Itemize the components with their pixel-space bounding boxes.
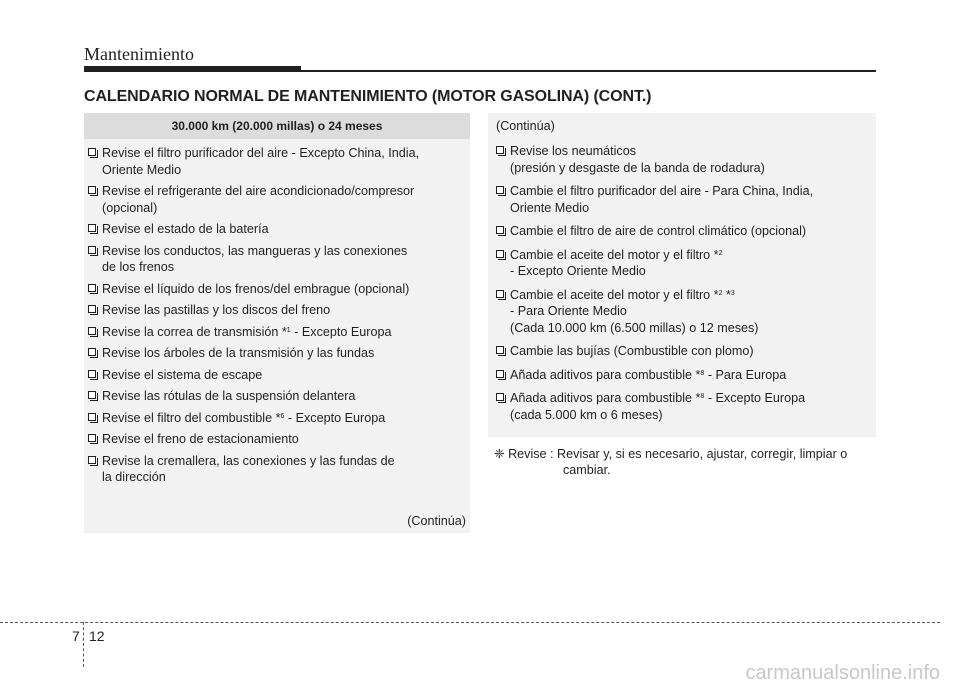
item-text: Cambie el filtro purificador del aire - Para China, India,	[510, 184, 814, 198]
footnote-ref: 8	[700, 369, 705, 377]
checkbox-icon	[496, 146, 504, 154]
checkbox-icon	[88, 246, 96, 254]
checkbox-icon	[88, 434, 96, 442]
header-bar	[84, 66, 301, 72]
checkbox-icon	[88, 391, 96, 399]
checklist-item	[84, 183, 464, 216]
checkbox-icon	[496, 393, 504, 401]
checklist-item	[84, 453, 464, 486]
continued-note: (Continúa)	[407, 514, 466, 528]
checklist-item	[84, 367, 464, 384]
item-text: Revise el filtro del combustible *	[102, 410, 281, 425]
item-text-cont: de los frenos	[102, 260, 175, 274]
item-text-cont: - Para Oriente Medio	[510, 304, 627, 318]
footnote-ref: 1	[286, 326, 291, 334]
checklist-item	[84, 410, 464, 427]
footnote-ref: 2	[718, 289, 723, 297]
item-text: Revise el sistema de escape	[102, 367, 263, 382]
checkbox-icon	[88, 456, 96, 464]
footnote-ref: 8	[700, 393, 705, 400]
checkbox-icon	[496, 370, 504, 378]
item-text: Revise el estado de la batería	[102, 222, 269, 236]
left-panel	[84, 113, 470, 533]
checkbox-icon	[88, 284, 96, 292]
item-text: Cambie el filtro de aire de control climático (opcional)	[510, 224, 807, 238]
checklist-item	[492, 287, 872, 337]
checkbox-icon	[88, 370, 96, 378]
checkbox-icon	[88, 348, 96, 356]
checkbox-icon	[496, 250, 504, 258]
item-text: Revise la correa de transmisión *	[102, 324, 287, 339]
item-text-cont: (opcional)	[102, 200, 158, 215]
checklist-item	[492, 223, 872, 240]
checklist-item	[84, 243, 464, 276]
right-panel	[488, 113, 876, 437]
checklist-item	[84, 281, 464, 298]
checklist-item	[492, 247, 872, 280]
footnote-ref: 2	[718, 249, 723, 257]
checkbox-icon	[88, 186, 96, 194]
checkbox-icon	[496, 346, 504, 354]
item-text: Añada aditivos para combustible *	[510, 391, 701, 405]
checklist-item	[84, 388, 464, 405]
item-text: Revise la cremallera, las conexiones y las fundas de	[102, 453, 395, 468]
checklist-item	[84, 145, 464, 178]
item-text: Cambie el aceite del motor y el filtro *	[510, 287, 719, 302]
checklist-item	[84, 302, 464, 319]
item-text: Revise el líquido de los frenos/del embrague (opcional)	[102, 281, 410, 296]
item-text: Añada aditivos para combustible *	[510, 367, 701, 382]
note-text: Revise : Revisar y, si es necesario, ajustar, corregir, limpiar o	[508, 447, 848, 461]
item-text-tail: - Para Europa	[704, 367, 787, 382]
item-text: Revise los neumáticos	[510, 144, 636, 158]
checklist-item	[492, 143, 872, 176]
checkbox-icon	[496, 290, 504, 298]
checkbox-icon	[88, 148, 96, 156]
footer-rule	[0, 622, 940, 623]
item-text: Revise las pastillas y los discos del freno	[102, 303, 331, 317]
item-text: Cambie las bujías (Combustible con plomo)	[510, 344, 754, 358]
checkbox-icon	[496, 226, 504, 234]
continued-from: (Continúa)	[496, 119, 555, 133]
item-text-cont: - Excepto Oriente Medio	[510, 264, 646, 278]
item-text-cont: la dirección	[102, 470, 166, 484]
footer-divider	[83, 622, 84, 667]
watermark: carmanualsonline.info	[745, 662, 940, 684]
checklist-item	[492, 390, 872, 423]
item-text-cont: Oriente Medio	[102, 162, 182, 177]
checkbox-icon	[496, 186, 504, 194]
checkbox-icon	[88, 224, 96, 232]
left-checklist	[84, 145, 464, 486]
item-text: Revise los árboles de la transmisión y las fundas	[102, 346, 375, 360]
item-text-cont: (cada 5.000 km o 6 meses)	[510, 407, 663, 422]
item-text-tail: *	[722, 287, 731, 302]
item-text: Revise los conductos, las mangueras y las conexiones	[102, 243, 408, 258]
checklist-item	[492, 183, 872, 216]
checkbox-icon	[88, 413, 96, 421]
note-text-cont: cambiar.	[563, 463, 611, 477]
item-text-cont: (presión y desgaste de la banda de rodadura)	[510, 160, 765, 175]
item-text: Revise el freno de estacionamiento	[102, 432, 299, 446]
header-rule	[301, 70, 876, 72]
chapter-number: 7	[72, 628, 80, 644]
checklist-item	[84, 324, 464, 341]
footnote-ref: 6	[280, 412, 285, 420]
footnote	[494, 446, 884, 478]
item-text: Revise el filtro purificador del aire - Excepto China, India,	[102, 146, 420, 160]
checklist-item	[492, 343, 872, 360]
interval-header: 30.000 km (20.000 millas) o 24 meses	[84, 113, 470, 139]
item-text-tail: - Excepto Europa	[290, 324, 392, 339]
checklist-item	[492, 367, 872, 384]
footnote-ref: 3	[730, 289, 735, 297]
item-text: Revise las rótulas de la suspensión delantera	[102, 389, 356, 403]
item-text-tail: - Excepto Europa	[284, 410, 386, 425]
item-text-tail: - Excepto Europa	[704, 391, 806, 405]
checkbox-icon	[88, 305, 96, 313]
item-text-cont: (Cada 10.000 km (6.500 millas) o 12 meses)	[510, 320, 759, 335]
right-checklist	[492, 143, 872, 423]
page-heading: CALENDARIO NORMAL DE MANTENIMIENTO (MOTOR GASOLINA) (CONT.)	[84, 88, 652, 105]
item-text: Revise el refrigerante del aire acondicionado/compresor	[102, 184, 415, 198]
checklist-item	[84, 431, 464, 448]
checklist-item	[84, 345, 464, 362]
checkbox-icon	[88, 327, 96, 335]
item-text: Cambie el aceite del motor y el filtro *	[510, 247, 719, 262]
section-title: Mantenimiento	[84, 44, 194, 64]
item-text-cont: Oriente Medio	[510, 200, 590, 215]
note-symbol: ❈	[494, 447, 505, 461]
checklist-item	[84, 221, 464, 238]
page-number: 12	[89, 628, 105, 644]
